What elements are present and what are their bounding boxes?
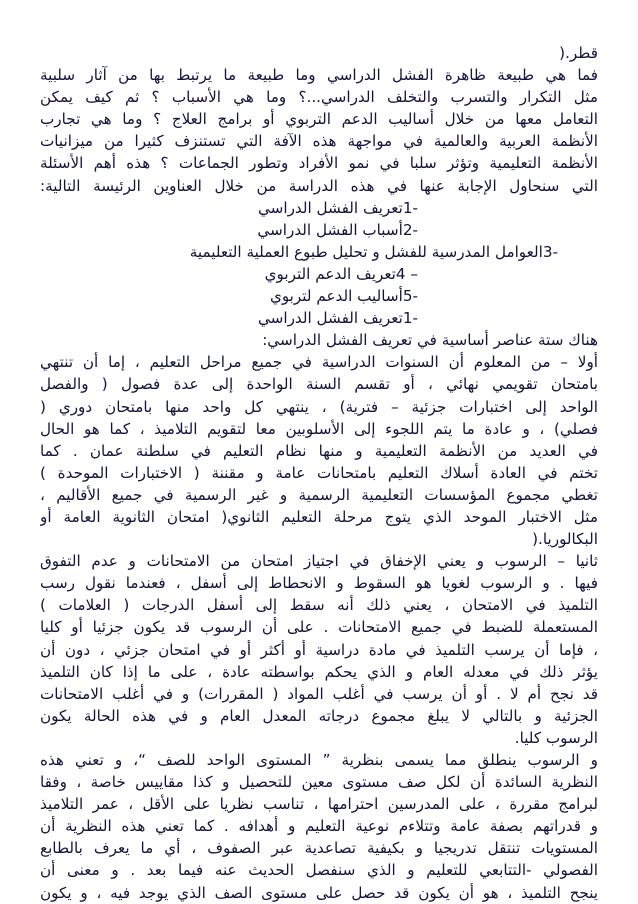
text-line: المستعملة للضبط في جميع الامتحانات . على أن الرسوب قد يكون جزئيا أو كليا (40, 618, 598, 637)
text-line: ، فإما أن يرسب التلميذ في مادة دراسية أو أكثر أو في امتحان جزئي ، دون أن (40, 640, 598, 659)
text-line: ينجح التلميذ ، هو أن يكون قد حصل على مستوى الصف الذي يوجد فيه ، و يكون (40, 883, 598, 902)
text-line: التلميذ في الامتحان ، يعني ذلك أنه سقط إلى أسفل الدرجات ( العلامات ) (40, 596, 598, 615)
list-item: -5أساليب الدعم لتربوي (269, 287, 418, 306)
text-line: الأنظمة التعليمية وتؤثر سلبا في نمو الأفراد وتطور الجماعات ؟ هذه أهم الأسئلة (40, 154, 598, 173)
text-line: النظرية السائدة أن لكل صف مستوى معين للتحصيل و كذا مقاييس خاصة ، وفقا (40, 773, 598, 792)
text-line: أولا – من المعلوم أن السنوات الدراسية في جميع مراحل التعليم ، إما أن تنتهي (40, 353, 598, 372)
text-line: التعامل معها من خلال أساليب الدعم التربوي أو برامج العلاج ؟ وما هي تجارب (40, 110, 598, 129)
text-line: فصلي) ، و عادة ما يتم اللجوء إلى الأسلوبين معا لتقويم التلاميذ ، كما هو الحال (40, 419, 598, 438)
text-line: البكالوريا.( (532, 530, 598, 549)
text-line: المستويات تنتقل تدريجيا و بكيفية تصاعدية عبر الصفوف ، أي ما يعرف بالطابع (40, 839, 598, 858)
text-line: ثانيا – الرسوب و يعني الإخفاق في اجتياز امتحان من الامتحانات و عدم التفوق (40, 552, 598, 571)
text-line: يؤثر ذلك في معدله العام و الذي يحكم بواسطته عادة ، على ما إذا كان التلميذ (40, 662, 598, 681)
text-line: فما هي طبيعة ظاهرة الفشل الدراسي وما طبيعة ما يرتبط بها من آثار سلبية (40, 66, 598, 85)
text-line: بامتحان تقويمي نهائي ، أو تقسم السنة الواحدة إلى عدة فصول ( والفصل (40, 375, 598, 394)
list-item: -2أسباب الفشل الدراسي (257, 220, 418, 239)
text-line: لبرامج مقررة ، على المدرسين احترامها ، تناسب نظريا على الأقل ، عمر التلاميذ (40, 795, 598, 814)
text-line: و الرسوب ينطلق مما يسمى بنظرية ” المستوى الواحد للصف “، و تعني هذه (40, 751, 598, 769)
text-line: التي سنحاول الإجابة عنها في هذه الدراسة من خلال العناوين الرئيسة التالية: (40, 176, 598, 195)
text-line: فيها . و الرسوب لغويا هو السقوط و الانحطاط إلى أسفل ، فعندما نقول رسب (40, 574, 598, 593)
text-line: الواحد إلى اختبارات جزئية – فترية) ، ينتهي كل واحد منها بامتحان دوري ( (40, 397, 598, 416)
text-line: تختم في العادة أسلاك التعليم بامتحانات عامة و مقننة ( الاختبارات الموحدة ) (40, 463, 598, 482)
text-line: في العديد من الأنظمة التعليمية و منها نظام التعليم في سلطنة عمان . كما (40, 441, 598, 460)
list-item: -1تعريف الفشل الدراسي (257, 309, 418, 328)
list-item: – 4تعريف الدعم التربوي (264, 264, 418, 283)
text-line: قد نجح أم لا . أو أن يرسب في أغلب المواد ( المقررات) و في أغلب الامتحانات (40, 684, 598, 703)
text-line: مثل التكرار والتسرب والتخلف الدراسي...؟ وما هي الأسباب ؟ ثم كيف يمكن (40, 88, 598, 107)
text-line: تغطي مجموع المؤسسات التعليمية الرسمية و غير الرسمية في جميع الأقاليم ، (40, 485, 598, 504)
text-line: الرسوب كليا. (514, 728, 598, 747)
text-line: الأنظمة العربية والعالمية في مواجهة هذه الآفة التي تستنزف كثيرا من ميزانيات (40, 132, 598, 151)
text-line: قطر.( (559, 44, 598, 62)
text-line: هناك ستة عناصر أساسية في تعريف الفشل الدراسي: (262, 331, 598, 350)
list-item: -1تعريف الفشل الدراسي (257, 198, 418, 217)
text-line: الجزئية و بالتالي لا يبلغ مجموع درجاته المعدل العام و في هذه الحالة يكون (40, 706, 598, 725)
text-line: و قدراتهم بصفة عامة وتتلاءم نوعية التعليم و أهدافه . كما تعني هذه النظرية أن (40, 817, 598, 836)
text-line: مثل الاختبار الموحد الذي يتوج مرحلة التعليم الثانوي( امتحان الثانوية العامة أو (40, 507, 598, 526)
list-item: -3العوامل المدرسية للفشل و تحليل طبوع العملية التعليمية (189, 242, 558, 261)
text-line: الفصولي -التتابعي للتعليم و الذي سنفصل الحديث عنه فيما بعد . و معنى أن (40, 861, 598, 880)
